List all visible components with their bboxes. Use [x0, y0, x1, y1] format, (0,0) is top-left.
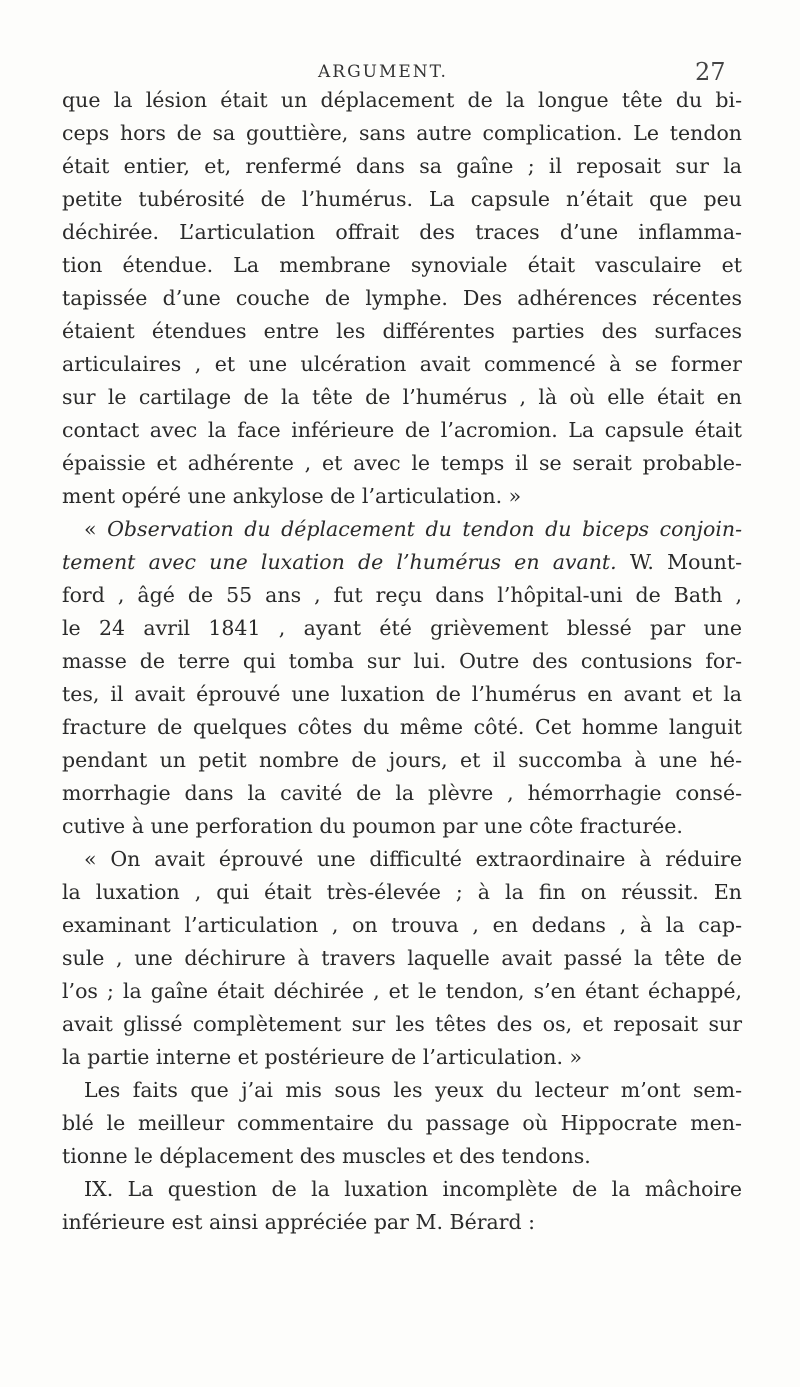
- text-line: cutive à une perforation du poumon par une côte fracturée.: [62, 814, 683, 838]
- observation-title-line: [84, 513, 742, 546]
- text-line: tion étendue. La membrane synoviale était vasculaire et: [62, 253, 742, 277]
- text-line: blé le meilleur commentaire du passage où Hippocrate men-: [62, 1111, 742, 1135]
- text-line: ford , âgé de 55 ans , fut reçu dans l’hôpital-uni de Bath ,: [62, 583, 742, 607]
- text-line: tapissée d’une couche de lymphe. Des adhérences récentes: [62, 286, 742, 310]
- observation-title: Observation du déplacement du tendon du biceps conjoin-: [107, 517, 743, 541]
- text-line: le 24 avril 1841 , ayant été grièvement blessé par une: [62, 616, 742, 640]
- text-line: sur le cartilage de la tête de l’humérus , là où elle était en: [62, 385, 742, 409]
- text-line: sule , une déchirure à travers laquelle avait passé la tête de: [62, 946, 742, 970]
- text-line: que la lésion était un déplacement de la longue tête du bi-: [62, 88, 742, 112]
- text-line: contact avec la face inférieure de l’acromion. La capsule était: [62, 418, 742, 442]
- observation-title: tement avec une luxation de l’humérus en avant.: [62, 550, 617, 574]
- text-line: IX. La question de la luxation incomplète de la mâchoire: [84, 1177, 742, 1201]
- text-line: ment opéré une ankylose de l’articulation. »: [62, 484, 522, 508]
- open-quote: «: [84, 517, 108, 541]
- text-line: inférieure est ainsi appréciée par M. Bérard :: [62, 1210, 536, 1234]
- observation-title-line: [62, 546, 742, 579]
- text-line: Les faits que j’ai mis sous les yeux du lecteur m’ont sem-: [84, 1078, 742, 1102]
- page-number: 27: [695, 58, 726, 86]
- observation-author: W. Mount-: [616, 550, 742, 574]
- text-line: déchirée. L’articulation offrait des traces d’une inflamma-: [62, 220, 742, 244]
- text-line: ceps hors de sa gouttière, sans autre complication. Le tendon: [62, 121, 742, 145]
- text-line: l’os ; la gaîne était déchirée , et le tendon, s’en étant échappé,: [62, 979, 742, 1003]
- text-line: la partie interne et postérieure de l’articulation. »: [62, 1045, 583, 1069]
- text-line: étaient étendues entre les différentes parties des surfaces: [62, 319, 742, 343]
- text-line: tionne le déplacement des muscles et des tendons.: [62, 1144, 591, 1168]
- text-line: examinant l’articulation , on trouva , en dedans , à la cap-: [62, 913, 742, 937]
- text-line: morrhagie dans la cavité de la plèvre , hémorrhagie consé-: [62, 781, 742, 805]
- text-line: était entier, et, renfermé dans sa gaîne ; il reposait sur la: [62, 154, 742, 178]
- running-title: ARGUMENT.: [318, 62, 448, 82]
- text-line: épaissie et adhérente , et avec le temps il se serait probable-: [62, 451, 742, 475]
- text-line: la luxation , qui était très-élevée ; à la fin on réussit. En: [62, 880, 742, 904]
- text-line: articulaires , et une ulcération avait commencé à se former: [62, 352, 742, 376]
- text-line: tes, il avait éprouvé une luxation de l’humérus en avant et la: [62, 682, 742, 706]
- text-line: pendant un petit nombre de jours, et il succomba à une hé-: [62, 748, 742, 772]
- text-line: petite tubérosité de l’humérus. La capsule n’était que peu: [62, 187, 742, 211]
- text-line: masse de terre qui tomba sur lui. Outre des contusions for-: [62, 649, 742, 673]
- text-line: « On avait éprouvé une difficulté extraordinaire à réduire: [84, 847, 742, 871]
- text-line: fracture de quelques côtes du même côté. Cet homme languit: [62, 715, 742, 739]
- text-line: avait glissé complètement sur les têtes des os, et reposait sur: [62, 1012, 742, 1036]
